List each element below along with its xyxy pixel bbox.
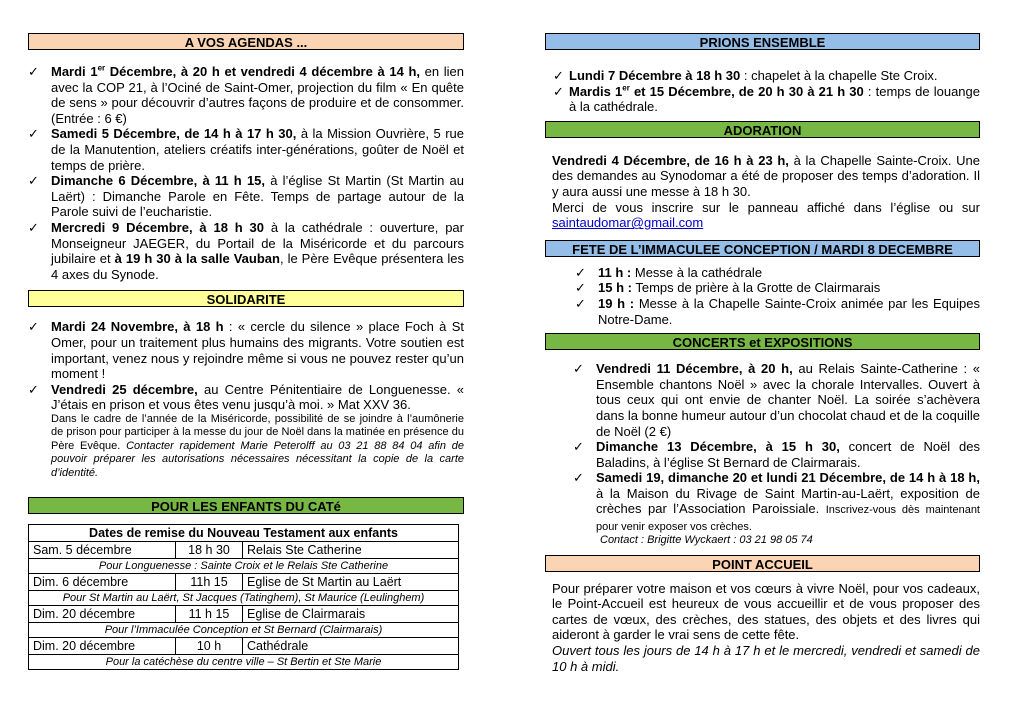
item-bold: Mercredi 9 Décembre, à 18 h 30 [51,219,264,235]
list-item [28,382,464,480]
immaculee-list [575,265,980,327]
list-item [573,470,980,547]
list-item [575,265,980,281]
item-bold: Lundi 7 Décembre à 18 h 30 [569,68,741,83]
item-text: Messe à la Chapelle Sainte-Croix animée par les Equipes Notre-Dame. [598,295,980,327]
table-row [29,541,459,558]
note-cell: Pour l’Immaculée Conception et St Bernard (Clairmarais) [29,622,459,637]
list-item [28,220,464,282]
table-row [29,637,459,654]
note-cell: Pour la catéchèse du centre ville – St Bertin et Ste Marie [29,654,459,669]
adoration-text [552,153,980,231]
item-bold: Mardis 1 [569,83,623,99]
list-item [28,173,464,220]
list-item [573,439,980,470]
agendas-title: A VOS AGENDAS ... [184,35,308,50]
item-text: à la Maison du Rivage de Saint Martin-au-Laërt, exposition de crèches par l’Association Paroissiale. [596,485,980,517]
list-item [575,296,980,327]
immaculee-header [545,240,980,257]
checkmark-icon: ✓ [575,280,586,296]
email-link[interactable]: saintaudomar@gmail.com [552,215,704,231]
list-item [28,319,464,381]
adoration-title: ADORATION [723,122,802,138]
item-small: Inscrivez-vous dès maintenant pour venir exposer vos crèches. [596,504,980,533]
note-cell: Pour Longuenesse : Sainte Croix et le Relais Ste Catherine [29,558,459,573]
adoration-header [545,121,980,138]
list-item [28,126,464,173]
list-item [575,280,980,296]
time-cell: 11h 15 [175,573,242,590]
item-bold: 15 h : [598,280,632,296]
superscript: er [97,63,106,73]
item-text: : « cercle du silence » place Foch à St Omer, pour un traitement plus humains des migrants. Votre soutien est important, venez nous y rejoindre même si vous ne pouvez rester qu’un moment ! [51,319,464,382]
item-bold: Mardi 1 [51,64,98,79]
adoration-body: Merci de vous inscrire sur le panneau affiché dans l’église ou sur [552,199,980,215]
checkmark-icon: ✓ [28,219,39,235]
accueil-text [552,581,980,675]
prions-list [553,68,980,115]
checkmark-icon: ✓ [573,470,584,486]
item-text: au Centre Pénitentiaire de Longuenesse. « J’étais en prison et vous êtes venu jusqu’à moi. » Mat XXV 36. [51,381,465,413]
item-text: : temps de louange à la cathédrale. [569,83,980,115]
time-cell: 10 h [175,637,242,654]
item-bold: Dimanche 6 Décembre, à 11 h 15, [51,173,266,189]
list-item [553,68,980,84]
concerts-header [545,333,980,350]
time-cell: 18 h 30 [175,541,242,558]
item-bold: à 19 h 30 à la salle Vauban [114,251,280,267]
right-column [545,33,980,674]
concerts-list [573,361,980,548]
item-bold: et 15 Décembre, de 20 h 30 à 21 h 30 [629,83,864,99]
accueil-header [545,555,980,572]
concerts-title: CONCERTS et EXPOSITIONS [672,335,853,351]
item-bold: Mardi 24 Novembre, à 18 h [51,319,224,335]
superscript: er [622,83,630,93]
item-bold: 19 h : [598,295,635,311]
adoration-bold: Vendredi 4 Décembre, de 16 h à 23 h, [552,152,789,168]
note-cell: Pour St Martin au Laërt, St Jacques (Tatinghem), St Maurice (Leulinghem) [29,590,459,605]
table-row [29,605,459,622]
date-cell: Dim. 20 décembre [29,605,176,622]
checkmark-icon: ✓ [28,381,39,397]
contact-text: Contacter rapidement Marie Peterolff au 03 21 88 84 04 afin de pouvoir préparer les autorisations nécessaires nécessitant la copie de la carte d’identité. [51,439,464,479]
contact-text: Contact : Brigitte Wyckaert : 03 21 98 05 74 [600,534,813,547]
date-cell: Dim. 6 décembre [29,573,176,590]
item-text: : chapelet à la chapelle Ste Croix. [740,68,938,83]
checkmark-icon: ✓ [573,439,584,455]
item-bold: 11 h : [598,264,632,280]
nouveau-testament-table [28,524,459,670]
place-cell: Eglise de Clairmarais [243,605,459,622]
item-bold: Vendredi 11 Décembre, à 20 h, [596,361,793,377]
item-text: en lien avec la COP 21, à l’Ociné de Saint-Omer, projection du film « En quête de sens » pour découvrir d’autres façons de produire et de consommer. (Entrée : 6 €) [51,64,465,126]
solidarite-header [28,290,464,307]
accueil-body: Pour préparer votre maison et vos cœurs à vivre Noël, pour vos cadeaux, le Point-Accueil est heureux de vous accueillir et de vous proposer des cartes de vœux, des crèches, des statues, des objets et des livres qui aideront à garder le vrai sens de cette fête. [552,580,980,643]
checkmark-icon: ✓ [28,126,39,142]
accueil-title: POINT ACCUEIL [712,556,813,572]
checkmark-icon: ✓ [28,64,39,79]
item-bold: Décembre, à 20 h et vendredi 4 décembre à 14 h, [105,64,421,79]
solidarite-list [28,319,464,480]
solidarite-title: SOLIDARITE [206,292,286,308]
prions-title: PRIONS ENSEMBLE [699,35,826,50]
adoration-body: à la Chapelle Sainte-Croix. Une des demandes au Synodomar a été de proposer des temps d’adoration. Il y aura aussi une messe à 18 h 30. [552,152,980,199]
checkmark-icon: ✓ [28,319,39,335]
place-cell: Eglise de St Martin au Laërt [243,573,459,590]
item-text: à la Mission Ouvrière, 5 rue de la Manutention, ateliers créatifs inter-générations, goûter de Noël et temps de prière. [51,126,464,173]
checkmark-icon: ✓ [573,361,584,377]
item-text: à la cathédrale : ouverture, par Monseigneur JAEGER, du Portail de la Miséricorde et du parcours jubilaire et [51,219,464,267]
accueil-hours: Ouvert tous les jours de 14 h à 17 h et le mercredi, vendredi et samedi de 10 h à midi. [552,643,980,674]
item-bold: Vendredi 25 décembre, [51,381,198,397]
date-cell: Dim. 20 décembre [29,637,176,654]
item-text: à l’église St Martin (St Martin au Laërt) : Dimanche Parole en Fête. Temps de partage autour de la Parole suivi de l’eucharistie. [51,173,464,220]
prison-details [51,413,464,480]
item-bold: Dimanche 13 Décembre, à 15 h 30, [596,439,840,455]
checkmark-icon: ✓ [28,173,39,189]
list-item [28,64,464,126]
prions-header [545,33,980,50]
item-bold: Samedi 5 Décembre, de 14 h à 17 h 30, [51,126,297,142]
enfants-title: POUR LES ENFANTS DU CATé [151,498,341,514]
item-bold: Samedi 19, dimanche 20 et lundi 21 Décembre, de 14 h à 18 h, [596,470,980,486]
item-text: Messe à la cathédrale [631,264,763,280]
place-cell: Cathédrale [243,637,459,654]
details-text: Dans le cadre de l’année de la Miséricorde, possibilité de se joindre à l’aumônerie de prison pour participer à la messe du jour de Noël dans la matinée en présence du Père Evêque. [51,412,464,452]
item-text: au Relais Sainte-Catherine : « Ensemble chantons Noël » avec la chorale Intervalles. Ouvert à tous ceux qui ont envie de chanter Noël. La soirée s’achèvera dans la bonne humeur autour d’un chocolat chaud et de la coquille de Noël (2 €) [596,361,981,439]
date-cell: Sam. 5 décembre [29,541,176,558]
item-text: , le Père Evêque présentera les 4 axes du Synode. [51,251,464,282]
immaculee-title: FETE DE L’IMMACULEE CONCEPTION / MARDI 8 DECEMBRE [572,241,953,257]
table-row [29,573,459,590]
list-item [553,84,980,115]
enfants-header [28,497,464,514]
checkmark-icon: ✓ [553,68,564,83]
table-title: Dates de remise du Nouveau Testament aux enfants [29,524,459,541]
item-text: concert de Noël des Baladins, à l’église St Bernard de Clairmarais. [596,439,981,470]
checkmark-icon: ✓ [553,83,564,99]
item-text: Temps de prière à la Grotte de Clairmarais [631,280,881,296]
place-cell: Relais Ste Catherine [243,541,459,558]
agendas-header [28,33,464,50]
checkmark-icon: ✓ [575,295,586,311]
left-column [28,33,464,670]
checkmark-icon: ✓ [575,264,586,280]
list-item [573,361,980,439]
time-cell: 11 h 15 [175,605,242,622]
agendas-list [28,64,464,282]
